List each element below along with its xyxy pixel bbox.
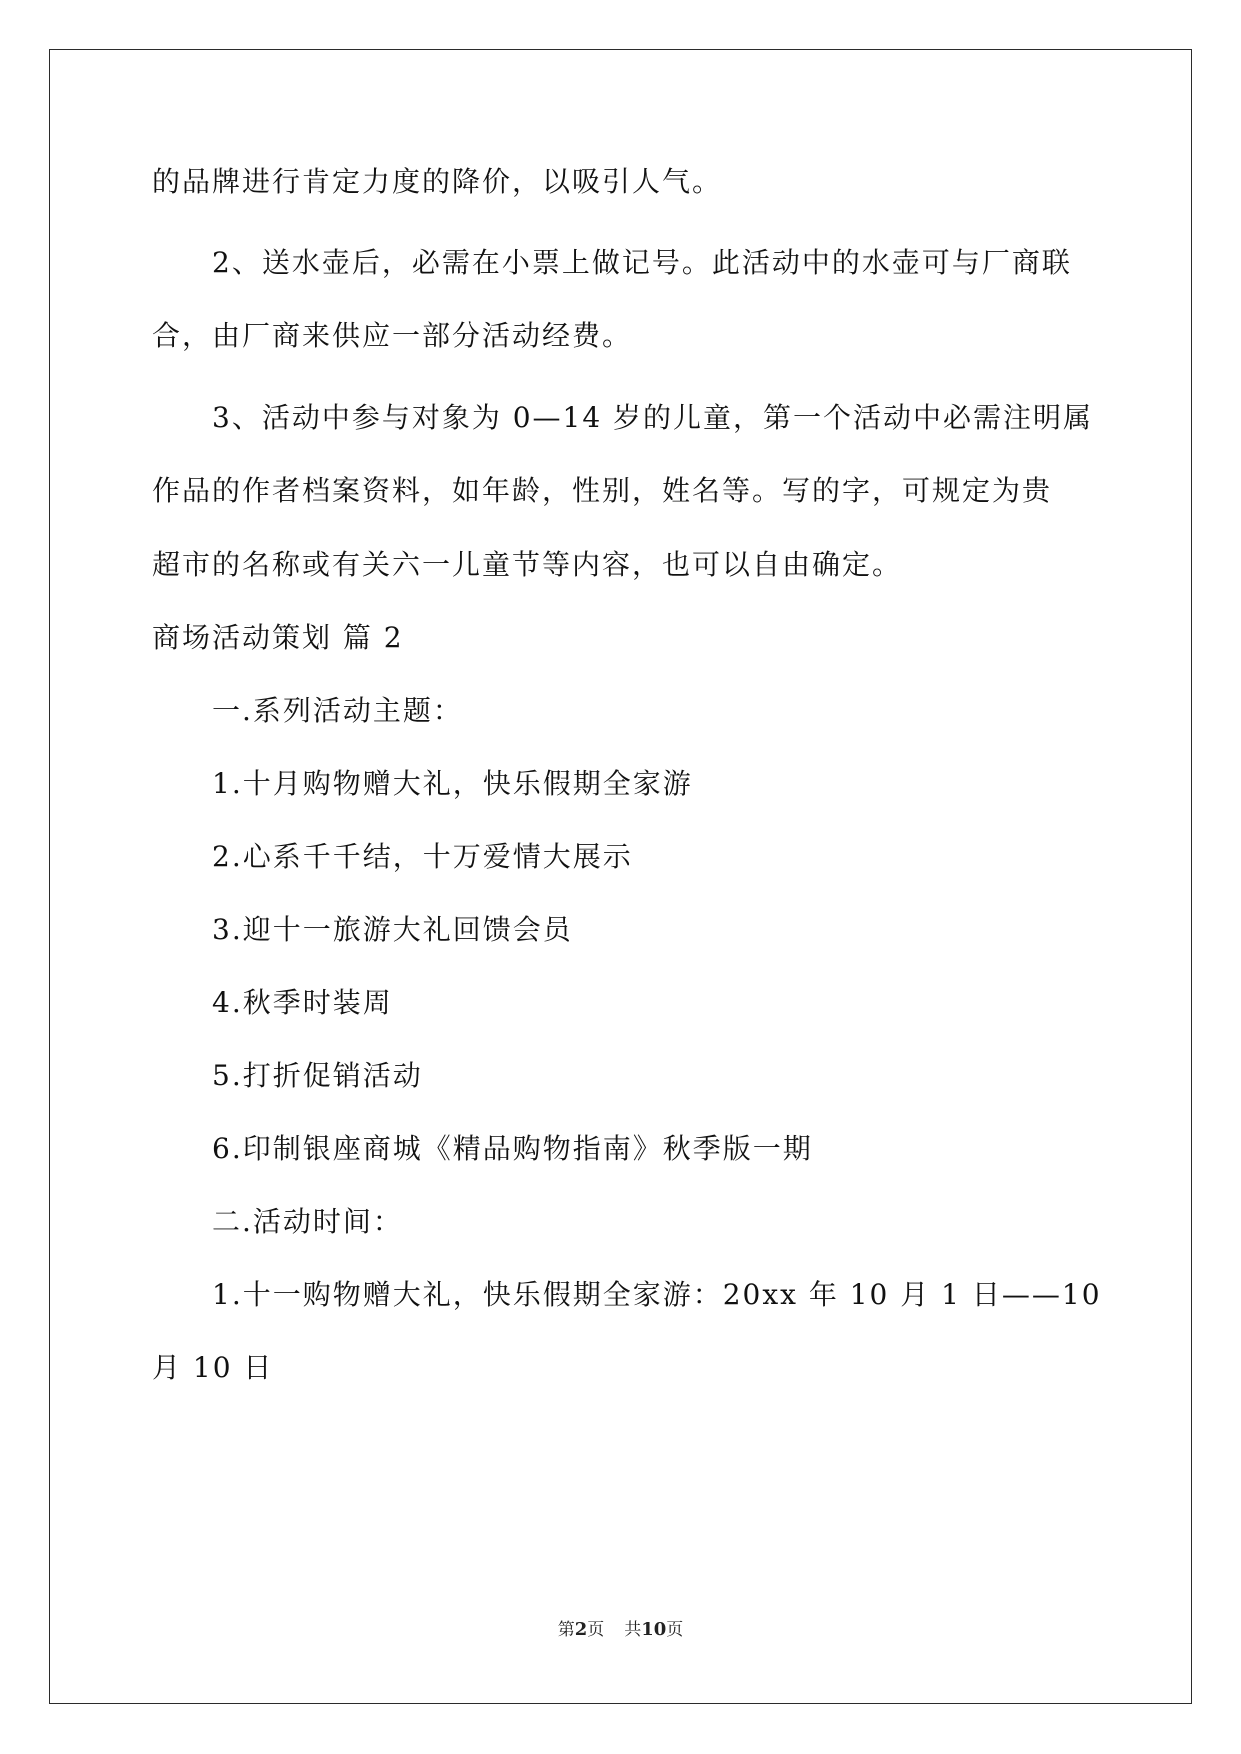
total-pages: 10 — [641, 1619, 667, 1640]
paragraph-line: 超市的名称或有关六一儿童节等内容，也可以自由确定。 — [152, 548, 903, 581]
page-label-suffix: 页 — [587, 1620, 605, 1640]
paragraph-line: 合，由厂商来供应一部分活动经费。 — [152, 319, 633, 352]
list-item: 3.迎十一旅游大礼回馈会员 — [212, 913, 573, 946]
paragraph-line: 3、活动中参与对象为 0—14 岁的儿童，第一个活动中必需注明属 — [212, 401, 1094, 434]
list-item: 1.十一购物赠大礼，快乐假期全家游：20xx 年 10 月 1 日——10 — [212, 1278, 1102, 1311]
total-label-suffix: 页 — [666, 1620, 684, 1640]
total-label-prefix: 共 — [624, 1620, 642, 1640]
paragraph-line: 的品牌进行肯定力度的降价，以吸引人气。 — [152, 165, 723, 198]
subheading: 二.活动时间： — [212, 1205, 403, 1238]
subheading: 一.系列活动主题： — [212, 694, 463, 727]
page-border — [49, 49, 1192, 1704]
page-label-prefix: 第 — [557, 1620, 575, 1640]
list-item: 6.印制银座商城《精品购物指南》秋季版一期 — [212, 1132, 813, 1165]
list-item-continuation: 月 10 日 — [152, 1351, 274, 1384]
list-item: 4.秋季时装周 — [212, 986, 393, 1019]
paragraph-line: 2、送水壶后，必需在小票上做记号。此活动中的水壶可与厂商联 — [212, 246, 1072, 279]
list-item: 5.打折促销活动 — [212, 1059, 423, 1092]
section-heading: 商场活动策划 篇 2 — [152, 621, 404, 654]
page-footer — [0, 1620, 1241, 1640]
page-number: 2 — [574, 1619, 588, 1640]
list-item: 2.心系千千结，十万爱情大展示 — [212, 840, 633, 873]
paragraph-line: 作品的作者档案资料，如年龄，性别，姓名等。写的字，可规定为贵 — [152, 474, 1053, 507]
list-item: 1.十月购物赠大礼，快乐假期全家游 — [212, 767, 693, 800]
